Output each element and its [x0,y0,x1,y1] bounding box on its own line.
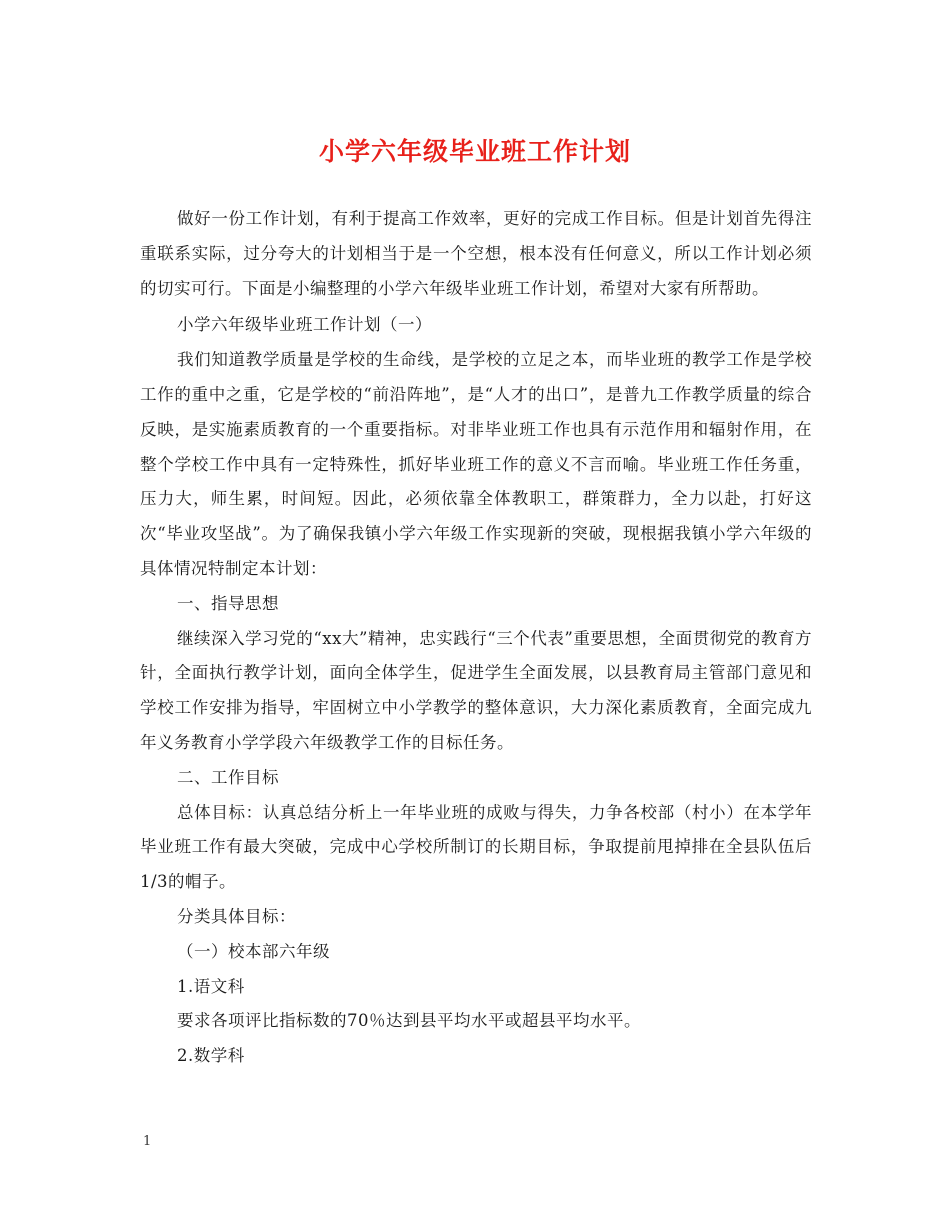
item-chinese-subject: 1.语文科 [177,976,245,996]
page-number: 1 [143,1134,152,1149]
intro-paragraph: 做好一份工作计划，有利于提高工作效率，更好的完成工作目标。但是计划首先得注重联系实际，过分夸大的计划相当于是一个空想，根本没有任何意义，所以工作计划必须的切实可行。下面是小编整理的小学六年级毕业班工作计划，希望对大家有所帮助。 [140,209,812,298]
document-title: 小学六年级毕业班工作计划 [318,137,631,166]
background-paragraph: 我们知道教学质量是学校的生命线，是学校的立足之本，而毕业班的教学工作是学校工作的重中之重，它是学校的“前沿阵地”，是“人才的出口”，是普九工作教学质量的综合反映，是实施素质教育的一个重要指标。对非毕业班工作也具有示范作用和辐射作用，在整个学校工作中具有一定特殊性，抓好毕业班工作的意义不言而喻。毕业班工作任务重，压力大，师生累，时间短。因此，必须依靠全体教职工，群策群力，全力以赴，打好这次“毕业攻坚战”。为了确保我镇小学六年级工作实现新的突破，现根据我镇小学六年级的具体情况特制定本计划： [140,350,812,578]
item-math-subject: 2.数学科 [177,1046,245,1066]
document-body [140,202,812,1074]
section-heading-plan-one: 小学六年级毕业班工作计划（一） [177,315,432,335]
section-heading-guiding-ideology: 一、指导思想 [177,593,279,613]
specific-goals-label: 分类具体目标： [177,906,296,926]
chinese-subject-requirement: 要求各项评比指标数的70％达到县平均水平或超县平均水平。 [177,1011,641,1031]
guiding-ideology-paragraph: 继续深入学习党的“xx大”精神，忠实践行“三个代表”重要思想，全面贯彻党的教育方针，全面执行教学计划，面向全体学生，促进学生全面发展，以县教育局主管部门意见和学校工作安排为指导，牢固树立中小学教学的整体意识，大力深化素质教育，全面完成九年义务教育小学学段六年级教学工作的目标任务。 [140,628,812,752]
overall-goal-paragraph: 总体目标：认真总结分析上一年毕业班的成败与得失，力争各校部（村小）在本学年毕业班工作有最大突破，完成中心学校所制订的长期目标，争取提前甩掉排在全县队伍后1/3的帽子。 [140,802,812,892]
section-heading-work-goals: 二、工作目标 [177,767,279,787]
subsection-main-campus: （一）校本部六年级 [177,941,330,961]
